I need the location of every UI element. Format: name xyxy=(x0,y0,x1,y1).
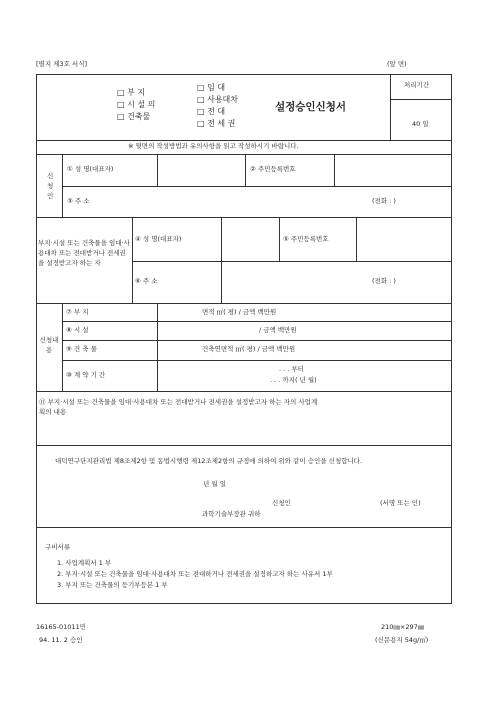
request-building-detail[interactable]: 건축연면적 ㎡( 평) / 금액 백만원 xyxy=(202,345,296,353)
request-section-label: 신청내용 xyxy=(39,336,59,354)
counterparty-name-field[interactable] xyxy=(222,218,278,260)
request-land-label: ⑦ 부 지 xyxy=(66,308,89,316)
footer-paper-type: (신문용지 54g/㎡) xyxy=(375,636,429,644)
business-plan-label: ⑪ 부지·시설 또는 건축물을 임대·사용대차 또는 전대받거나 전세권을 설정받고자 하는 자의 사업계획의 내용 xyxy=(39,398,318,416)
page-side-label: (앞 면) xyxy=(387,60,407,68)
counterparty-section-label: 부지·시설 또는 건축물을 임대·사용대차 또는 전대받거나 전세권을 설정받고자 하는 자 xyxy=(38,239,130,267)
declaration-text: 대덕연구단지관리법 제8조제2항 및 동법시행령 제12조제2항의 규정에 의하여 위와 같이 승인을 신청합니다. xyxy=(55,457,363,465)
subject-checkbox-land[interactable]: □ 부 지 xyxy=(117,88,146,97)
applicant-section-label: 신청인 xyxy=(47,172,54,200)
footer-paper-size: 210㎜×297㎜ xyxy=(381,623,425,631)
document-item-1: 1. 사업계획서 1 부 xyxy=(57,559,112,567)
signature-field[interactable]: (서명 또는 인) xyxy=(380,499,421,507)
form-number: [별지 제3호 서식] xyxy=(36,60,88,68)
declaration-recipient: 과학기술부장관 귀하 xyxy=(202,510,261,518)
form-title: 설정승인신청서 xyxy=(275,101,347,113)
applicant-address-label: ③ 주 소 xyxy=(67,197,90,205)
contract-period-to[interactable]: . . . 까지( 년 월) xyxy=(270,376,317,384)
request-building-label: ⑨ 건 축 물 xyxy=(66,345,97,353)
contract-period-from[interactable]: . . . 부터 xyxy=(279,365,304,373)
applicant-phone-label: (전화 : ) xyxy=(372,197,396,205)
subject-checkbox-building[interactable]: □ 건축물 xyxy=(117,112,151,121)
counterparty-resident-number-label: ⑤ 주민등록번호 xyxy=(283,235,329,243)
request-facility-label: ⑧ 시 설 xyxy=(66,326,89,334)
action-checkbox-jeonse[interactable]: □ 전 세 권 xyxy=(197,119,236,128)
processing-period-label: 처리기간 xyxy=(404,81,430,89)
counterparty-resident-number-field[interactable] xyxy=(357,218,451,260)
document-item-3: 3. 부지 또는 건축물의 등기부등본 1 부 xyxy=(57,581,168,589)
footer-approval-date: 94. 11. 2 승인 xyxy=(39,636,83,644)
action-checkbox-loan[interactable]: □ 사용대차 xyxy=(197,95,239,104)
document-item-2: 2. 부지·시설 또는 건축물을 임대·사용대차 또는 전대하거나 전세권을 설정하고자 하는 사유서 1부 xyxy=(57,570,333,578)
request-facility-detail[interactable]: / 금액 백만원 xyxy=(259,326,297,334)
applicant-resident-number-field[interactable] xyxy=(335,155,451,185)
notice-text: ※ 뒷면의 작성방법과 유의사항을 읽고 작성하시기 바랍니다. xyxy=(128,142,299,150)
applicant-address-field[interactable] xyxy=(158,187,368,216)
subject-checkbox-facility[interactable]: □ 시 설 의 xyxy=(117,100,156,109)
action-checkbox-lease[interactable]: □ 임 대 xyxy=(197,83,226,92)
business-plan-field[interactable] xyxy=(37,430,451,444)
action-checkbox-sublease[interactable]: □ 전 대 xyxy=(197,107,226,116)
applicant-name-field[interactable] xyxy=(158,155,244,185)
processing-period-value: 40 일 xyxy=(412,120,429,128)
counterparty-address-label: ⑥ 주 소 xyxy=(135,277,158,285)
declaration-applicant-label: 신청인 xyxy=(272,499,291,507)
counterparty-address-field[interactable] xyxy=(222,262,368,302)
documents-title: 구비서류 xyxy=(45,543,71,551)
contract-period-label: ⑩ 계 약 기 간 xyxy=(66,371,106,379)
applicant-name-label: ① 성 명(대표자) xyxy=(67,165,114,173)
declaration-date[interactable]: 년 월 일 xyxy=(203,480,226,488)
counterparty-phone-label: (전화 : ) xyxy=(372,277,396,285)
applicant-resident-number-label: ② 주민등록번호 xyxy=(250,165,296,173)
footer-form-code: 16165-01011민 xyxy=(36,623,86,631)
request-land-detail[interactable]: 면적 ㎡( 평) / 금액 백만원 xyxy=(202,308,277,316)
counterparty-name-label: ④ 성 명(대표자) xyxy=(135,235,182,243)
